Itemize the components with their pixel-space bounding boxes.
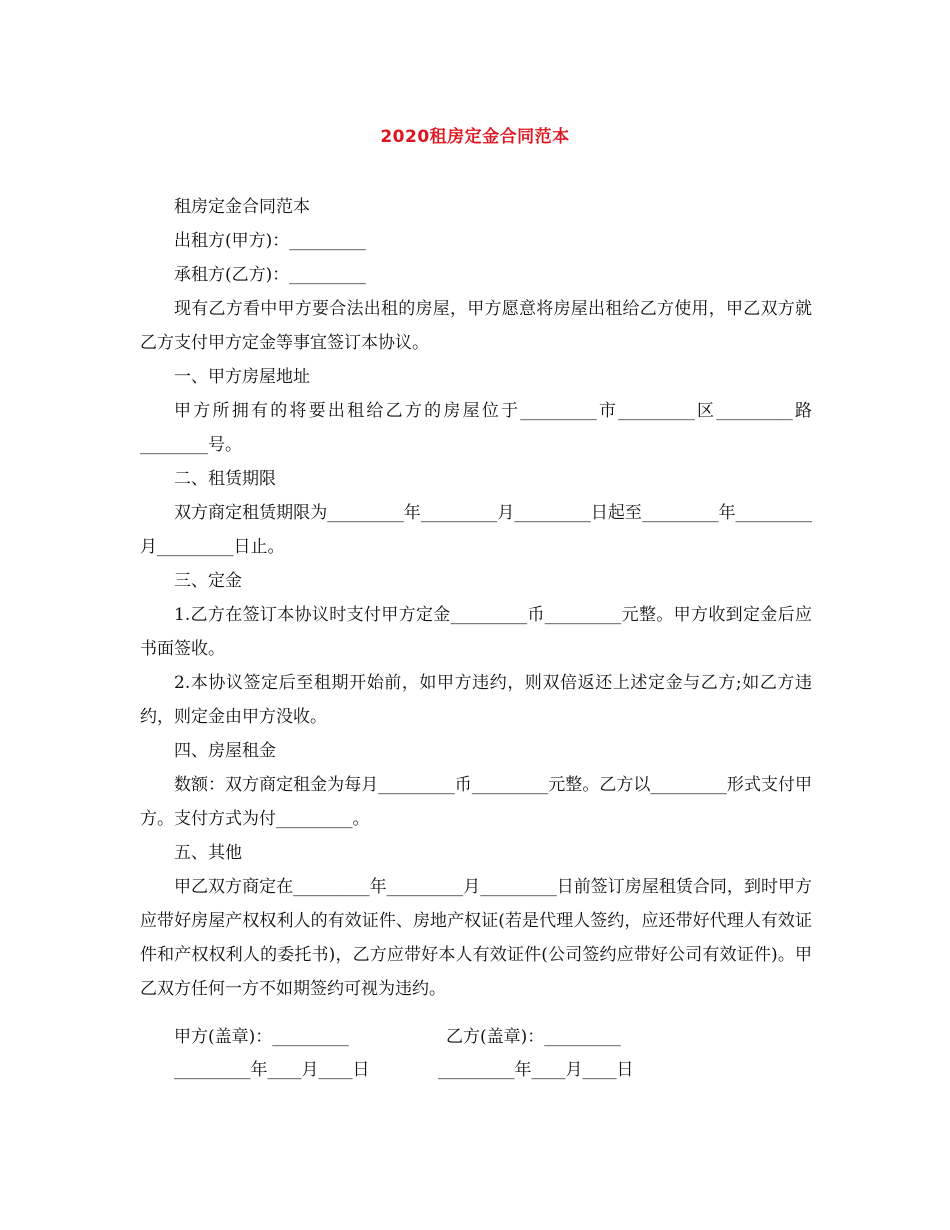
signature-date-b: _________年____月____日: [438, 1060, 634, 1080]
paragraph-term: 双方商定租赁期限为_________年_________月_________日起至_________年_________月_________日止。: [140, 503, 812, 557]
paragraph-rent: 数额：双方商定租金为每月_________币_________元整。乙方以_________形式支付甲方。支付方式为付_________。: [140, 775, 812, 829]
section-heading-other: 五、其他: [174, 843, 242, 863]
paragraph-intro: 现有乙方看中甲方要合法出租的房屋，甲方愿意将房屋出租给乙方使用，甲乙双方就乙方支付甲方定金等事宜签订本协议。: [140, 299, 812, 353]
paragraph-lessee: 承租方(乙方)：_________: [174, 265, 366, 285]
signature-party-b: 乙方(盖章)：_________: [446, 1027, 621, 1047]
section-heading-term: 二、租赁期限: [174, 469, 276, 489]
document-title: 2020租房定金合同范本: [380, 127, 570, 147]
paragraph-subtitle: 租房定金合同范本: [174, 197, 310, 217]
section-heading-address: 一、甲方房屋地址: [174, 367, 310, 387]
signature-date-a: _________年____月____日: [174, 1060, 370, 1080]
section-heading-deposit: 三、定金: [174, 571, 242, 591]
paragraph-deposit-1: 1.乙方在签订本协议时支付甲方定金_________币_________元整。甲方收到定金后应书面签收。: [140, 605, 812, 659]
paragraph-lessor: 出租方(甲方)：_________: [174, 231, 366, 251]
paragraph-other: 甲乙双方商定在_________年_________月_________日前签订房屋租赁合同，到时甲方应带好房屋产权权利人的有效证件、房地产权证(若是代理人签约，应还带好代理人有效证件和产权权利人的委托书)，乙方应带好本人有效证件(公司签约应带好公司有效证件)。甲乙双方任何一方不如期签约可视为违约。: [140, 877, 812, 999]
section-heading-rent: 四、房屋租金: [174, 741, 276, 761]
paragraph-address: 甲方所拥有的将要出租给乙方的房屋位于_________市_________区_________路________号。: [140, 401, 812, 455]
document-body: [140, 190, 812, 1006]
signature-party-a: 甲方(盖章)：_________: [174, 1027, 349, 1047]
paragraph-deposit-2: 2.本协议签定后至租期开始前，如甲方违约，则双倍返还上述定金与乙方;如乙方违约，则定金由甲方没收。: [140, 673, 812, 727]
